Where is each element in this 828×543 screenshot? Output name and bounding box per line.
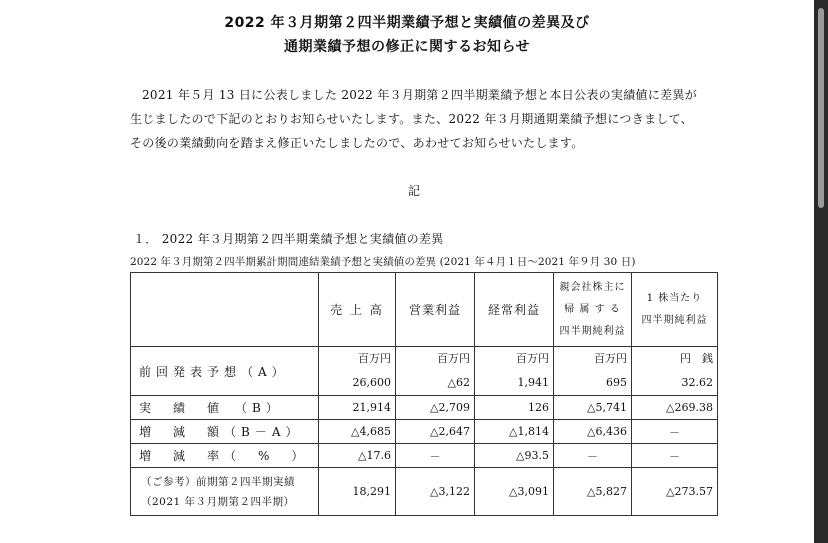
value-change-operating: △2,647 [396, 420, 475, 444]
scrollbar-thumb[interactable] [818, 8, 824, 208]
row-label-reference [131, 468, 319, 516]
unit-sales: 百万円 [358, 352, 391, 365]
unit-net: 百万円 [594, 352, 627, 365]
cell-forecast-operating [396, 347, 475, 396]
header-empty-cell [131, 273, 319, 347]
header-eps-line2: 四半期純利益 [641, 314, 708, 326]
value-forecast-net: 695 [606, 376, 627, 389]
table-row [131, 396, 718, 420]
value-forecast-ordinary: 1,941 [517, 376, 549, 389]
header-net-line3: 四半期純利益 [559, 325, 626, 337]
header-net-line2: 帰 属 す る [564, 303, 621, 315]
cell-forecast-ordinary [475, 347, 554, 396]
value-actual-sales: 21,914 [319, 396, 396, 420]
header-operating-income: 営業利益 [396, 273, 475, 347]
value-actual-eps: △269.38 [632, 396, 718, 420]
unit-operating: 百万円 [437, 352, 470, 365]
table-header-row [131, 273, 718, 347]
ki-heading: 記 [407, 184, 420, 198]
value-ref-net: △5,827 [554, 468, 632, 516]
value-rate-operating: － [396, 444, 475, 468]
results-table [130, 272, 718, 516]
value-rate-sales: △17.6 [319, 444, 396, 468]
value-actual-operating: △2,709 [396, 396, 475, 420]
value-ref-ordinary: △3,091 [475, 468, 554, 516]
value-change-eps: － [632, 420, 718, 444]
intro-paragraph: 2021 年５月 13 日に公表しました 2022 年３月期第２四半期業績予想と本日公表の実績値に差異が生じましたので下記のとおりお知らせいたします。また、2022 年３月期通期業績予想につきまして、その後の業績動向を踏まえ修正いたしましたので、あわせてお知らせいたします。 [130, 88, 698, 150]
table-row [131, 347, 718, 396]
cell-forecast-net [554, 347, 632, 396]
value-actual-net: △5,741 [554, 396, 632, 420]
value-forecast-sales: 26,600 [352, 376, 391, 389]
document-title-line2: 通期業績予想の修正に関するお知らせ [283, 39, 531, 55]
header-net-income [554, 273, 632, 347]
reference-label-line2: （2021 年３月期第２四半期） [141, 495, 295, 508]
value-change-net: △6,436 [554, 420, 632, 444]
row-label-forecast: 前回発表予想（A） [131, 347, 319, 396]
row-label-actual: 実 績 値 （B） [131, 396, 319, 420]
unit-eps: 円 銭 [680, 352, 713, 365]
section-heading: １． 2022 年３月期第２四半期業績予想と実績値の差異 [133, 232, 444, 246]
value-rate-ordinary: △93.5 [475, 444, 554, 468]
value-change-ordinary: △1,814 [475, 420, 554, 444]
value-rate-net: － [554, 444, 632, 468]
value-ref-operating: △3,122 [396, 468, 475, 516]
value-ref-sales: 18,291 [319, 468, 396, 516]
table-row [131, 468, 718, 516]
table-row [131, 420, 718, 444]
cell-forecast-eps [632, 347, 718, 396]
value-ref-eps: △273.57 [632, 468, 718, 516]
cell-forecast-sales [319, 347, 396, 396]
header-ordinary-income: 経常利益 [475, 273, 554, 347]
table-row [131, 444, 718, 468]
value-forecast-eps: 32.62 [681, 376, 713, 389]
value-rate-eps: － [632, 444, 718, 468]
table-caption: 2022 年３月期第２四半期累計期間連結業績予想と実績値の差異 (2021 年４月１日～2021 年９月 30 日) [130, 256, 636, 268]
row-label-change-rate: 増 減 率（ % ） [131, 444, 319, 468]
value-forecast-operating: △62 [447, 376, 470, 389]
unit-ordinary: 百万円 [516, 352, 549, 365]
value-change-sales: △4,685 [319, 420, 396, 444]
document-title-line1: 2022 年３月期第２四半期業績予想と実績値の差異及び [224, 15, 590, 31]
reference-label-line1: （ご参考）前期第２四半期実績 [141, 475, 295, 488]
value-actual-ordinary: 126 [475, 396, 554, 420]
row-label-change-amount: 増 減 額（B－A） [131, 420, 319, 444]
header-sales: 売 上 高 [319, 273, 396, 347]
header-eps [632, 273, 718, 347]
vertical-scrollbar[interactable] [814, 0, 828, 543]
header-net-line1: 親会社株主に [559, 281, 626, 293]
header-eps-line1: 1 株当たり [646, 292, 703, 304]
